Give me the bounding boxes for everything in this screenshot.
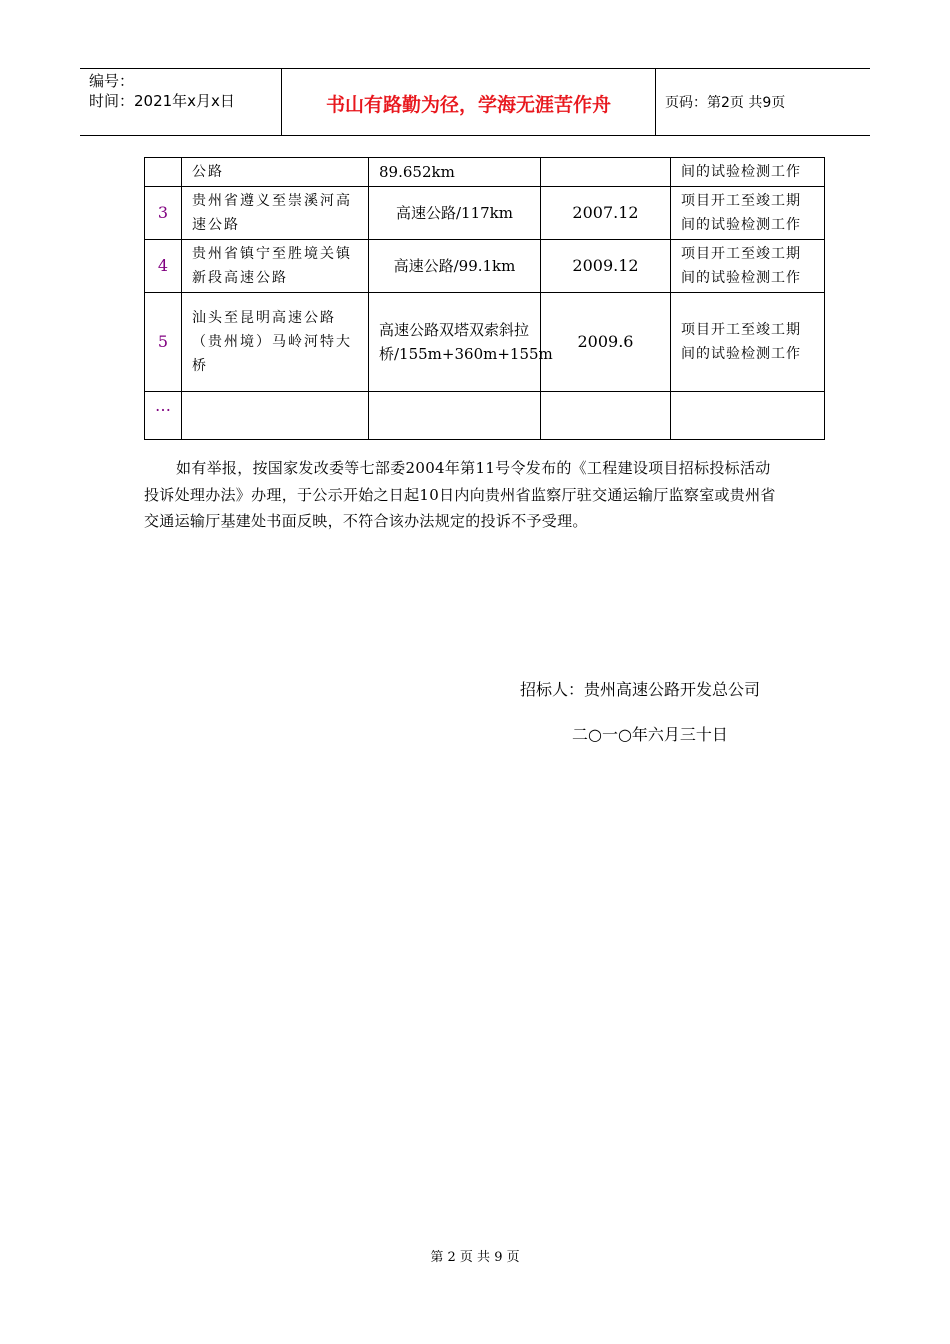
- project-scope: 项目开工至竣工期间的试验检测工作: [671, 187, 825, 240]
- header-motto: 书山有路勤为径，学海无涯苦作舟: [325, 94, 611, 116]
- table-row: [145, 392, 825, 440]
- project-name: 汕头至昆明高速公路（贵州境）马岭河特大桥: [182, 293, 369, 392]
- project-name: 公路: [182, 158, 369, 187]
- project-date: [541, 158, 671, 187]
- header-meta: [89, 71, 235, 111]
- project-date: 2009.12: [541, 240, 671, 293]
- project-type: 高速公路双塔双索斜拉桥/155m+360m+155m: [369, 293, 541, 392]
- project-type: 高速公路/99.1km: [369, 240, 541, 293]
- table-row: [145, 293, 825, 392]
- row-number: 4: [145, 240, 182, 293]
- project-name: [182, 392, 369, 440]
- project-name: 贵州省遵义至崇溪河高速公路: [182, 187, 369, 240]
- project-scope: 项目开工至竣工期间的试验检测工作: [671, 240, 825, 293]
- project-name: 贵州省镇宁至胜境关镇新段高速公路: [182, 240, 369, 293]
- project-type: 高速公路/117km: [369, 187, 541, 240]
- issue-date: 二○一○年六月三十日: [572, 725, 728, 744]
- table-row: [145, 158, 825, 187]
- project-date: 2009.6: [541, 293, 671, 392]
- header-page-number: 页码：第2页 共9页: [665, 95, 786, 111]
- project-scope: [671, 392, 825, 440]
- complaint-paragraph: 如有举报，按国家发改委等七部委2004年第11号令发布的《工程建设项目招标投标活动投诉处理办法》办理，于公示开始之日起10日内向贵州省监察厅驻交通运输厅监察室或贵州省交通运输厅基建处书面反映，不符合该办法规定的投诉不予受理。: [144, 459, 776, 530]
- table-row: [145, 187, 825, 240]
- project-type: 89.652km: [369, 158, 541, 187]
- header-time: 时间：2021年x月x日: [89, 92, 235, 110]
- project-table: [144, 157, 825, 440]
- header-bottom-rule: [80, 135, 870, 136]
- row-number: …: [145, 392, 182, 440]
- row-number: [145, 158, 182, 187]
- project-type: [369, 392, 541, 440]
- row-number: 3: [145, 187, 182, 240]
- project-scope: 间的试验检测工作: [671, 158, 825, 187]
- project-scope: 项目开工至竣工期间的试验检测工作: [671, 293, 825, 392]
- project-date: 2007.12: [541, 187, 671, 240]
- header-top-rule: [80, 68, 870, 69]
- signatory: 招标人：贵州高速公路开发总公司: [520, 680, 761, 699]
- row-number: 5: [145, 293, 182, 392]
- header-code: 编号：: [89, 72, 135, 90]
- page-footer: 第 2 页 共 9 页: [430, 1250, 520, 1265]
- project-date: [541, 392, 671, 440]
- header-divider-right: [655, 68, 656, 136]
- table-row: [145, 240, 825, 293]
